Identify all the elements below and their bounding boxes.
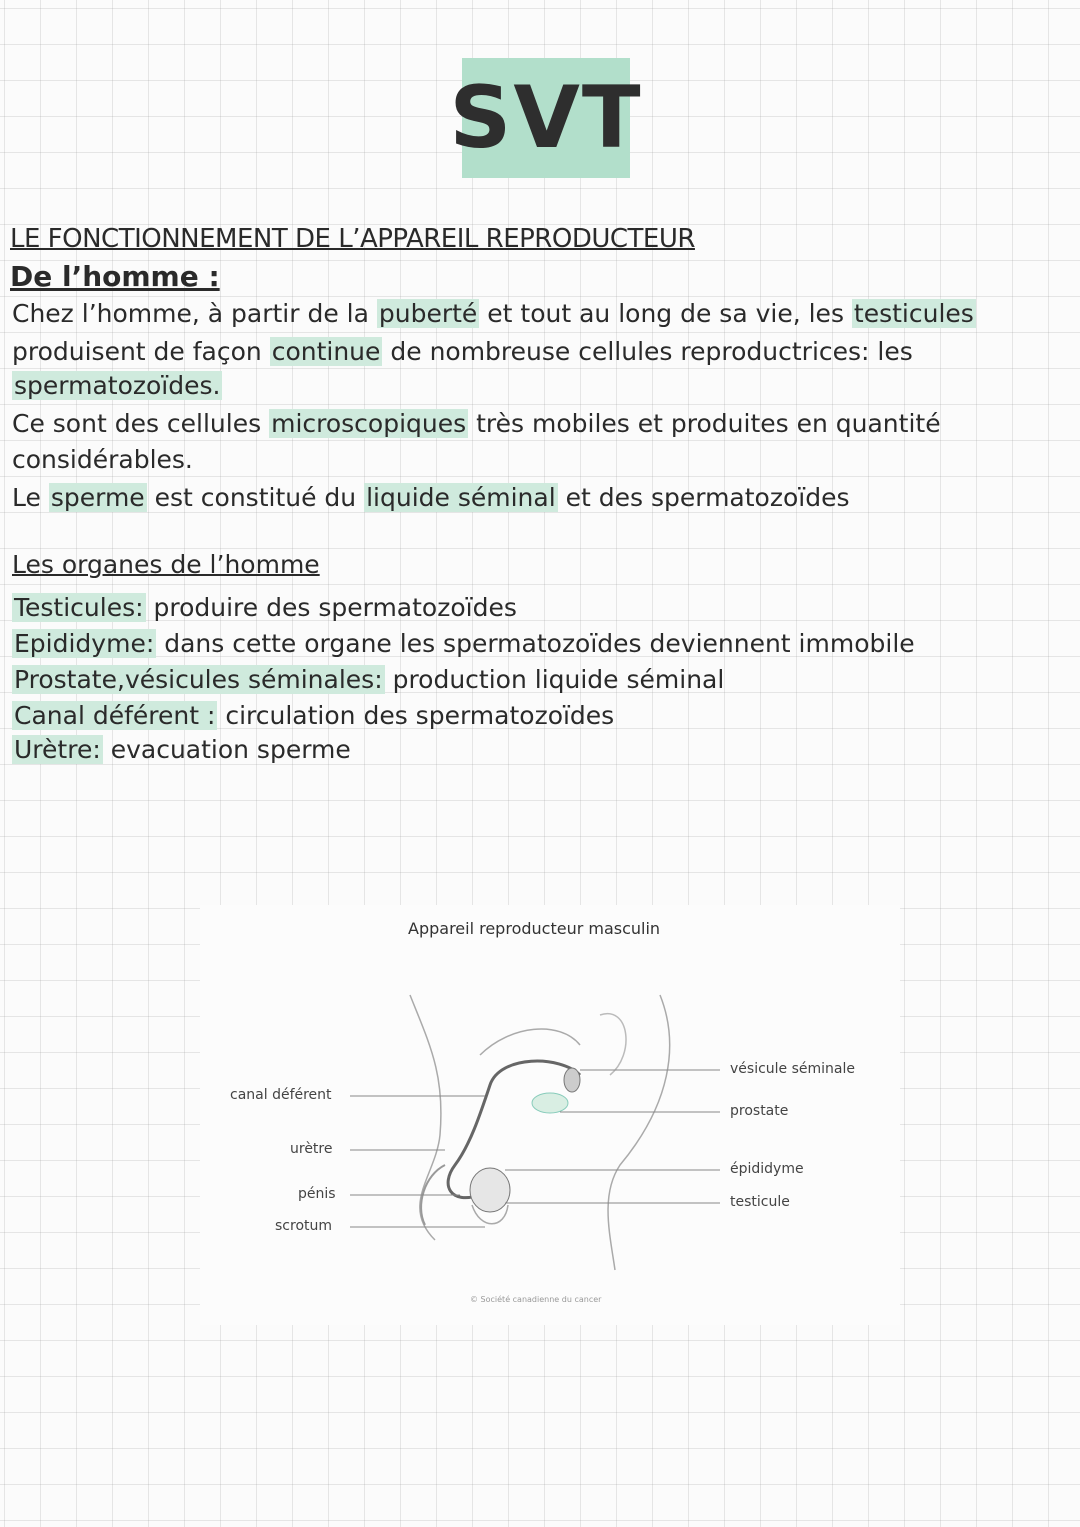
organ-desc: production liquide séminal <box>384 665 725 694</box>
organ-name: Testicules: <box>14 593 144 622</box>
organ-item <box>12 698 614 734</box>
label-testicule: testicule <box>730 1194 790 1210</box>
para3-line <box>12 480 850 516</box>
highlight-puberte: puberté <box>378 299 478 328</box>
label-uretre: urètre <box>290 1141 333 1157</box>
highlight-spermatozoides: spermatozoïdes. <box>14 371 221 400</box>
label-penis: pénis <box>298 1186 336 1202</box>
para1-line1 <box>12 296 976 332</box>
text: produisent de façon <box>12 337 270 366</box>
text: considérables. <box>12 445 193 474</box>
title-box <box>449 58 643 178</box>
diagram-background <box>200 905 900 1325</box>
text: de nombreuse cellules reproductrices: les <box>382 337 913 366</box>
organ-desc: circulation des spermatozoïdes <box>217 701 615 730</box>
label-canal-deferent: canal déférent <box>230 1087 332 1103</box>
text: et des spermatozoïdes <box>557 483 850 512</box>
organ-name: Prostate,vésicules séminales: <box>14 665 383 694</box>
text: très mobiles et produites en quantité <box>468 409 941 438</box>
highlight-testicules: testicules <box>853 299 974 328</box>
organ-desc: dans cette organe les spermatozoïdes deviennent immobile <box>156 629 915 658</box>
organ-item <box>12 590 517 626</box>
diagram-title: Appareil reproducteur masculin <box>408 919 661 938</box>
organ-desc: evacuation sperme <box>102 735 351 764</box>
text: Chez l’homme, à partir de la <box>12 299 377 328</box>
seminal-vesicle-shape <box>564 1068 580 1092</box>
organ-item <box>12 732 351 768</box>
copyright-text: © Société canadienne du cancer <box>470 1295 602 1304</box>
anatomy-diagram <box>200 905 900 1325</box>
organ-item <box>12 662 724 698</box>
label-vesicule-seminale: vésicule séminale <box>730 1061 855 1077</box>
highlight-liquide-seminal: liquide séminal <box>366 483 556 512</box>
text: Ce sont des cellules <box>12 409 270 438</box>
sub-heading: De l’homme : <box>10 260 220 293</box>
para2-line2 <box>12 442 193 478</box>
label-scrotum: scrotum <box>275 1218 333 1234</box>
page-title: SVT <box>449 68 643 168</box>
section-heading: LE FONCTIONNEMENT DE L’APPAREIL REPRODUCTEUR <box>10 224 695 254</box>
organ-name: Canal déférent : <box>14 701 216 730</box>
prostate-shape <box>532 1093 568 1113</box>
highlight-microscopiques: microscopiques <box>271 409 467 438</box>
text: et tout au long de sa vie, les <box>479 299 852 328</box>
organ-desc: produire des spermatozoïdes <box>145 593 517 622</box>
text: est constitué du <box>146 483 365 512</box>
testicle-shape <box>470 1168 510 1212</box>
highlight-sperme: sperme <box>50 483 145 512</box>
para1-line2 <box>12 334 913 370</box>
organs-title: Les organes de l’homme <box>12 550 320 579</box>
highlight-continue: continue <box>271 337 381 366</box>
organ-item <box>12 626 915 662</box>
para1-line3 <box>12 368 222 404</box>
label-prostate: prostate <box>730 1103 789 1119</box>
label-epididyme: épididyme <box>730 1161 804 1177</box>
para2-line1 <box>12 406 941 442</box>
organ-name: Epididyme: <box>14 629 155 658</box>
organ-name: Urètre: <box>14 735 101 764</box>
anatomy-illustration <box>200 905 900 1325</box>
text: Le <box>12 483 49 512</box>
